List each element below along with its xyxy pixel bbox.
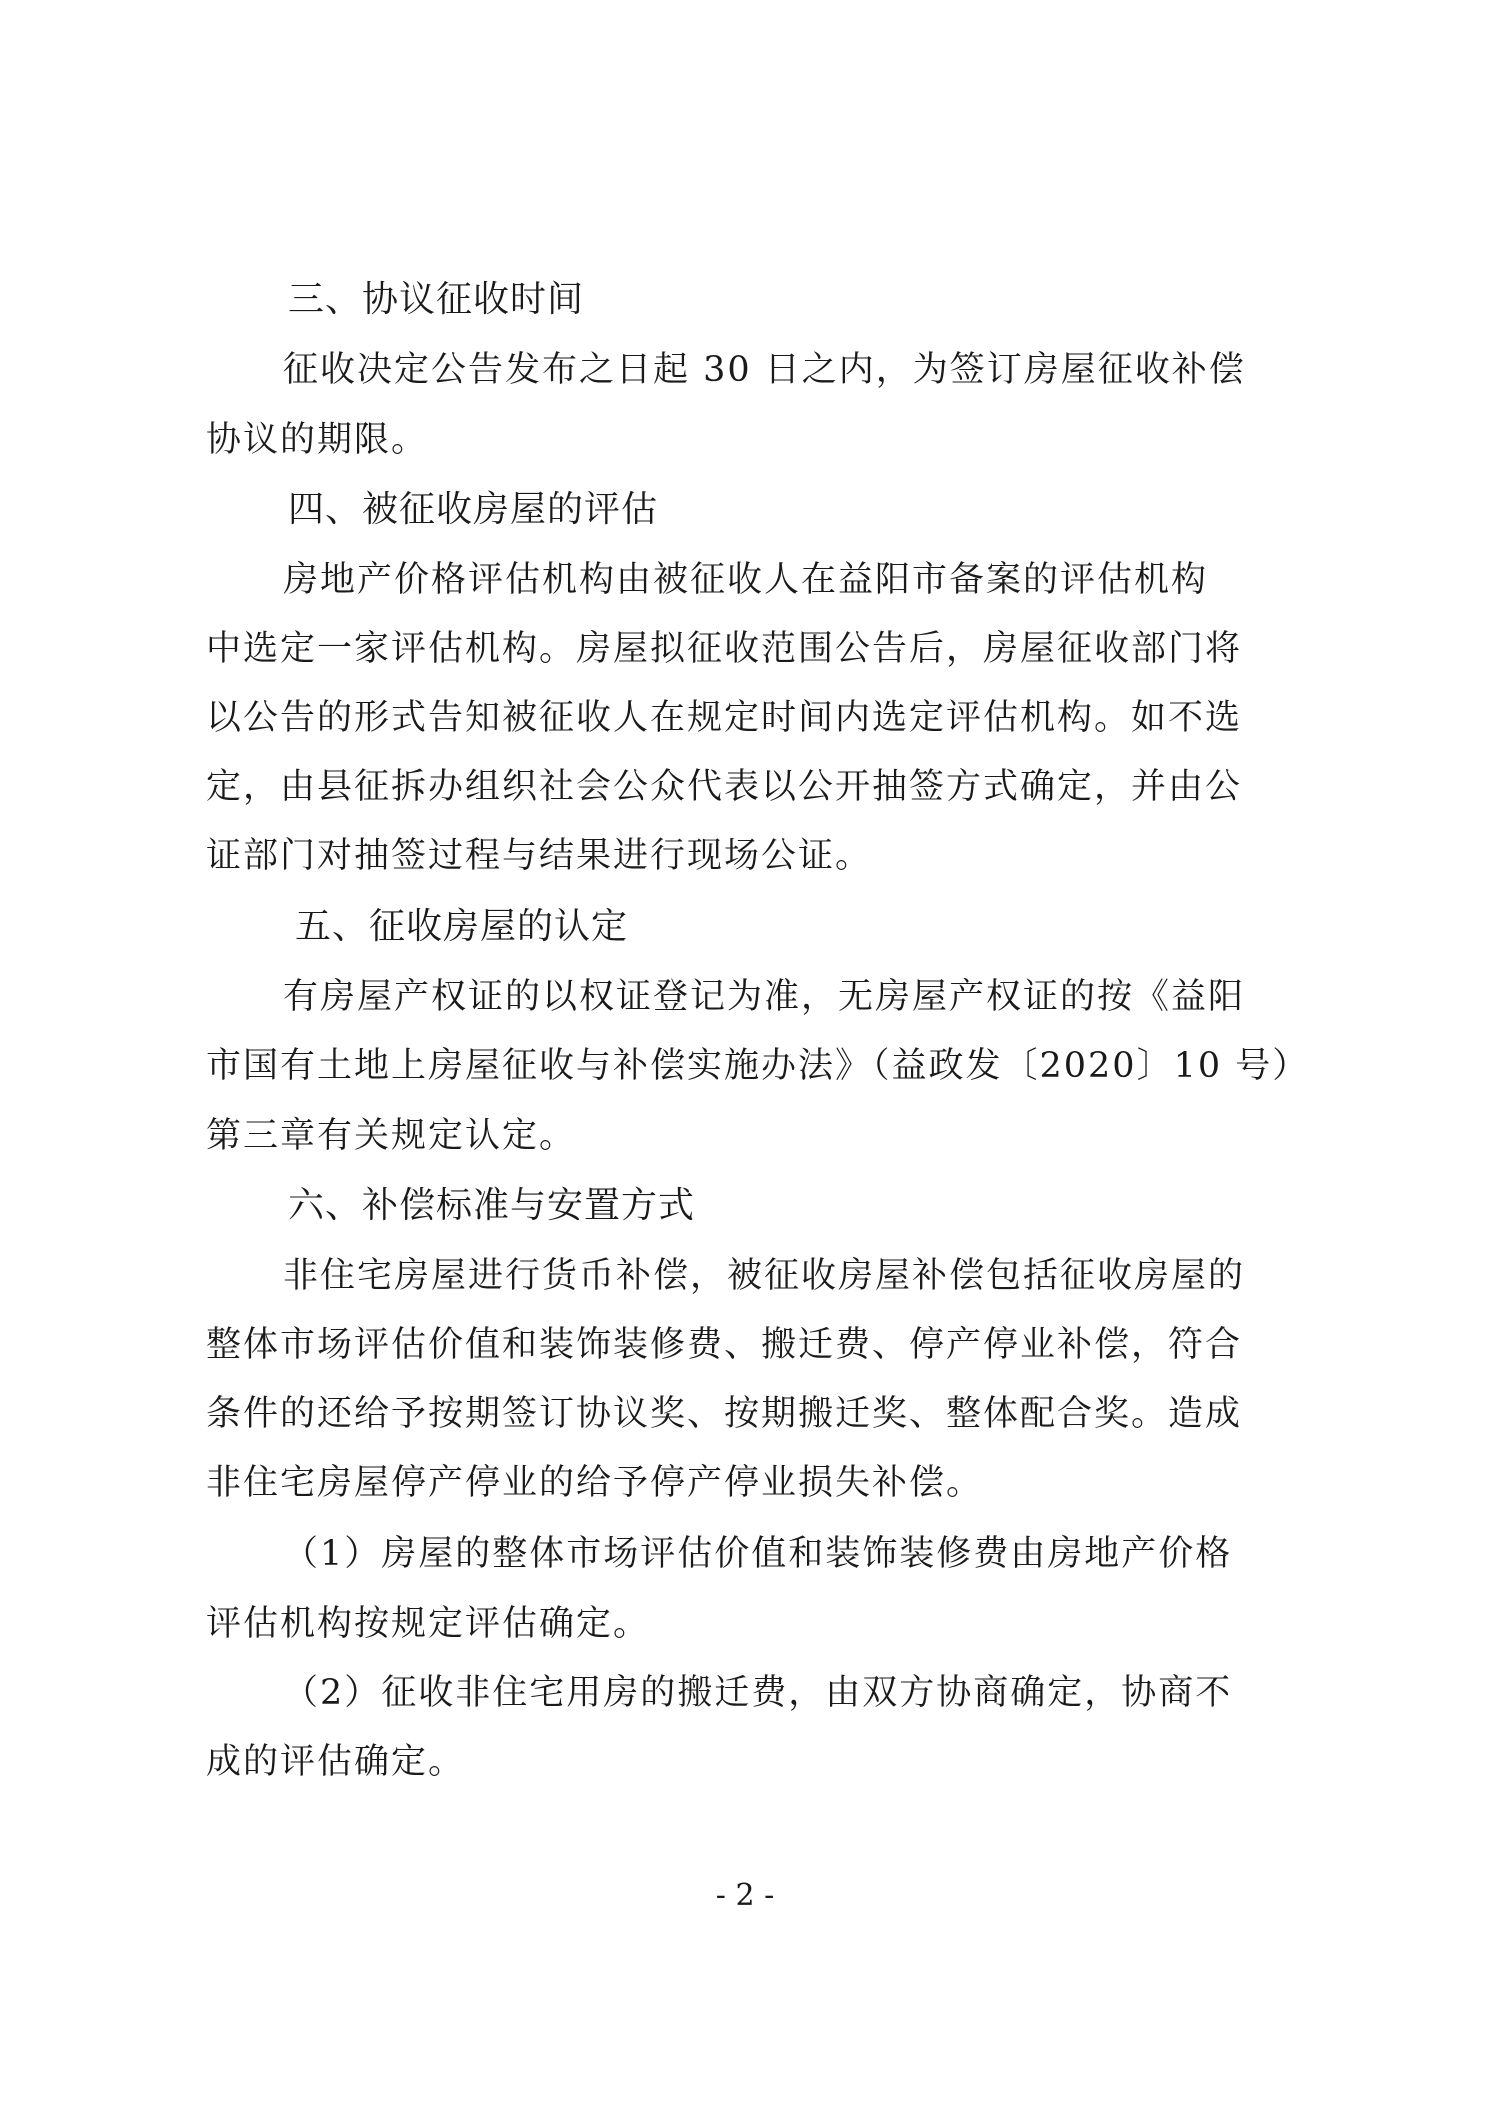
paragraph-line: 第三章有关规定认定。: [206, 1116, 577, 1156]
paragraph-line: 有房屋产权证的以权证登记为准，无房屋产权证的按《益阳: [283, 977, 1246, 1017]
paragraph-line: 非住宅房屋停产停业的给予停产停业损失补偿。: [206, 1463, 984, 1503]
paragraph-line: 评估机构按规定评估确定。: [206, 1604, 651, 1644]
paragraph-line: （1）房屋的整体市场评估价值和装饰装修费由房地产价格: [283, 1534, 1233, 1574]
paragraph-line: 市国有土地上房屋征收与补偿实施办法》（益政发〔2020〕10 号）: [206, 1046, 1310, 1086]
paragraph-line: 成的评估确定。: [206, 1742, 466, 1782]
paragraph-line: 房地产价格评估机构由被征收人在益阳市备案的评估机构: [283, 560, 1209, 600]
paragraph-line: 证部门对抽签过程与结果进行现场公证。: [206, 836, 873, 876]
paragraph-line: 非住宅房屋进行货币补偿，被征收房屋补偿包括征收房屋的: [283, 1256, 1246, 1296]
page-number: - 2 -: [715, 1878, 775, 1913]
paragraph-line: 征收决定公告发布之日起 30 日之内，为签订房屋征收补偿: [283, 350, 1246, 390]
paragraph-line: 协议的期限。: [206, 420, 429, 460]
paragraph-line: 以公告的形式告知被征收人在规定时间内选定评估机构。如不选: [206, 698, 1243, 738]
paragraph-line: 定，由县征拆办组织社会公众代表以公开抽签方式确定，并由公: [206, 767, 1243, 807]
paragraph-line: （2）征收非住宅用房的搬迁费，由双方协商确定，协商不: [283, 1673, 1233, 1713]
paragraph-line: 中选定一家评估机构。房屋拟征收范围公告后，房屋征收部门将: [206, 629, 1243, 669]
section-heading: 五、征收房屋的认定: [295, 906, 629, 947]
paragraph-line: 条件的还给予按期签订协议奖、按期搬迁奖、整体配合奖。造成: [206, 1394, 1243, 1434]
section-heading: 三、协议征收时间: [288, 279, 585, 320]
paragraph-line: 整体市场评估价值和装饰装修费、搬迁费、停产停业补偿，符合: [206, 1325, 1243, 1365]
section-heading: 六、补偿标准与安置方式: [288, 1185, 696, 1226]
section-heading: 四、被征收房屋的评估: [288, 489, 659, 530]
